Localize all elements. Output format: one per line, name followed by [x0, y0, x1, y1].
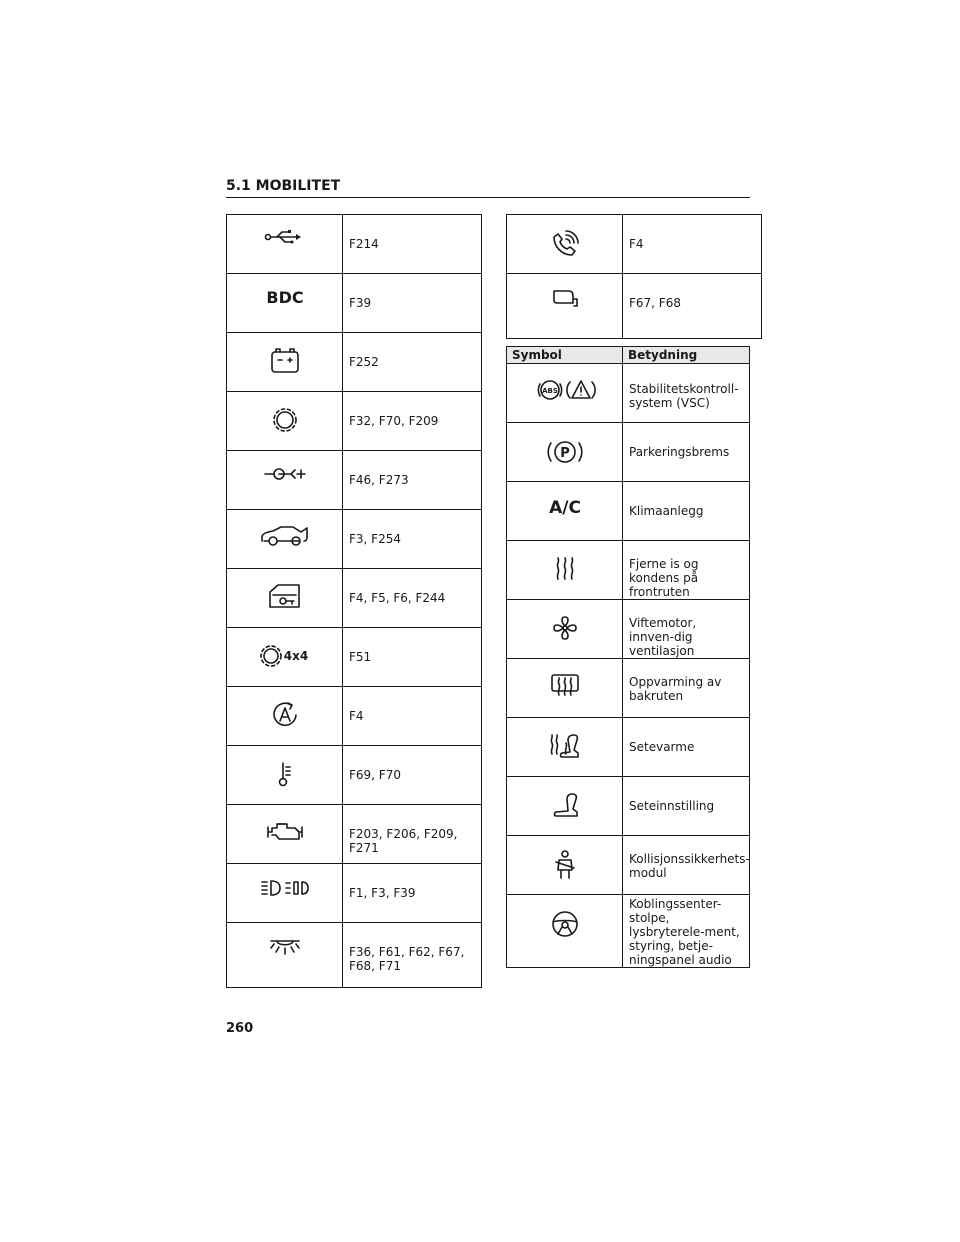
symbol-cell: [227, 392, 343, 451]
fuse-cell: F4: [343, 687, 482, 746]
meaning-cell: Seteinnstilling: [623, 777, 750, 836]
symbol-cell: [227, 451, 343, 510]
symbol-cell: [227, 923, 343, 988]
defrost-windshield-icon: [553, 555, 577, 581]
fuse-cell: F36, F61, F62, F67, F68, F71: [343, 923, 482, 988]
thermometer-icon: [277, 760, 293, 788]
table-row: [227, 864, 482, 923]
symbol-cell: [227, 569, 343, 628]
symbol-cell: [507, 777, 623, 836]
fuse-cell: F214: [343, 215, 482, 274]
table-row: [507, 482, 750, 541]
fuse-cell: F51: [343, 628, 482, 687]
fuel-filler-icon: [263, 465, 307, 483]
airbag-icon: [552, 850, 578, 880]
symbol-cell: [227, 746, 343, 805]
left-fuse-table: [226, 214, 482, 988]
fuse-cell: F69, F70: [343, 746, 482, 805]
meaning-cell: Setevarme: [623, 718, 750, 777]
mirror-icon: [551, 288, 579, 310]
table-row: [227, 451, 482, 510]
gear-warning-icon: [271, 406, 299, 434]
fuse-cell: F1, F3, F39: [343, 864, 482, 923]
table-row: [227, 687, 482, 746]
table-row: [227, 274, 482, 333]
table-row: [507, 364, 750, 423]
symbol-cell: [227, 628, 343, 687]
symbol-cell: [227, 274, 343, 333]
usb-icon: [265, 229, 305, 245]
svg-text:ABS: ABS: [541, 387, 558, 395]
steering-wheel-icon: [550, 909, 580, 939]
auto-start-stop-icon: [271, 701, 299, 729]
battery-icon: [270, 347, 300, 373]
symbol-cell: [227, 805, 343, 864]
table-row: [227, 392, 482, 451]
abs-vsc-warning-icon: [537, 378, 593, 402]
fuse-cell: F4: [623, 215, 762, 274]
meaning-cell: Stabilitetskontroll-system (VSC): [623, 364, 750, 423]
table-header-row: [507, 347, 750, 364]
table-row: [507, 423, 750, 482]
phone-wireless-icon: [550, 229, 580, 259]
symbol-cell: [227, 864, 343, 923]
meaning-cell: Parkeringsbrems: [623, 423, 750, 482]
meaning-cell: Fjerne is og kondens på frontruten: [623, 541, 750, 600]
door-lock-icon: [268, 583, 302, 609]
symbol-cell: [507, 215, 623, 274]
svg-text:P: P: [559, 446, 570, 461]
table-row: [507, 895, 750, 968]
meaning-cell: Viftemotor, innven-dig ventilasjon: [623, 600, 750, 659]
gear-4x4-icon: [259, 642, 311, 670]
engine-check-icon: [265, 819, 305, 843]
fuse-cell: F252: [343, 333, 482, 392]
symbol-cell: [227, 333, 343, 392]
symbol-meaning-table: [506, 346, 750, 968]
ac-text-icon: [545, 496, 585, 518]
symbol-cell: [507, 482, 623, 541]
symbol-cell: [507, 364, 623, 423]
table-row: [507, 600, 750, 659]
table-row: [507, 718, 750, 777]
section-title: 5.1 MOBILITET: [226, 178, 750, 198]
table-row: [227, 333, 482, 392]
symbol-cell: [507, 541, 623, 600]
fan-icon: [551, 614, 579, 642]
page-number: 260: [226, 1021, 254, 1036]
car-trunk-open-icon: [259, 524, 311, 548]
meaning-cell: Kollisjonssikkerhets-modul: [623, 836, 750, 895]
symbol-cell: [227, 687, 343, 746]
symbol-cell: [507, 836, 623, 895]
rear-defrost-icon: [550, 673, 580, 697]
meaning-cell: Klimaanlegg: [623, 482, 750, 541]
fuse-cell: F67, F68: [623, 274, 762, 339]
symbol-cell: [507, 423, 623, 482]
symbol-cell: [227, 215, 343, 274]
svg-text:BDC: BDC: [265, 288, 304, 307]
fuse-cell: F32, F70, F209: [343, 392, 482, 451]
table-row: [227, 746, 482, 805]
table-row: [507, 836, 750, 895]
interior-light-icon: [269, 937, 301, 959]
seat-heater-icon: [548, 732, 582, 760]
header-meaning: Betydning: [623, 347, 750, 364]
fuse-cell: F203, F206, F209, F271: [343, 805, 482, 864]
fuse-cell: F46, F273: [343, 451, 482, 510]
meaning-cell: Koblingssenter-stolpe, lysbryterele-ment, styring, betje-ningspanel audio: [623, 895, 750, 968]
symbol-cell: [507, 718, 623, 777]
table-row: [227, 805, 482, 864]
table-row: [227, 215, 482, 274]
bdc-text-icon: [265, 288, 305, 306]
symbol-cell: [507, 659, 623, 718]
right-fuse-table: [506, 214, 762, 339]
symbol-cell: [227, 510, 343, 569]
table-row: [507, 274, 762, 339]
table-row: [227, 569, 482, 628]
symbol-cell: [507, 600, 623, 659]
fuse-cell: F3, F254: [343, 510, 482, 569]
fuse-cell: F4, F5, F6, F244: [343, 569, 482, 628]
headlight-icon: [258, 878, 312, 898]
parking-brake-icon: [545, 437, 585, 467]
seat-adjust-icon: [550, 791, 580, 819]
table-row: [507, 777, 750, 836]
table-row: [507, 659, 750, 718]
table-row: [227, 628, 482, 687]
svg-text:A/C: A/C: [548, 498, 581, 518]
table-row: [227, 510, 482, 569]
svg-text:4x4: 4x4: [283, 649, 308, 663]
table-row: [507, 215, 762, 274]
header-symbol: Symbol: [507, 347, 623, 364]
symbol-cell: [507, 274, 623, 339]
meaning-cell: Oppvarming av bakruten: [623, 659, 750, 718]
fuse-cell: F39: [343, 274, 482, 333]
symbol-cell: [507, 895, 623, 968]
table-row: [507, 541, 750, 600]
table-row: [227, 923, 482, 988]
